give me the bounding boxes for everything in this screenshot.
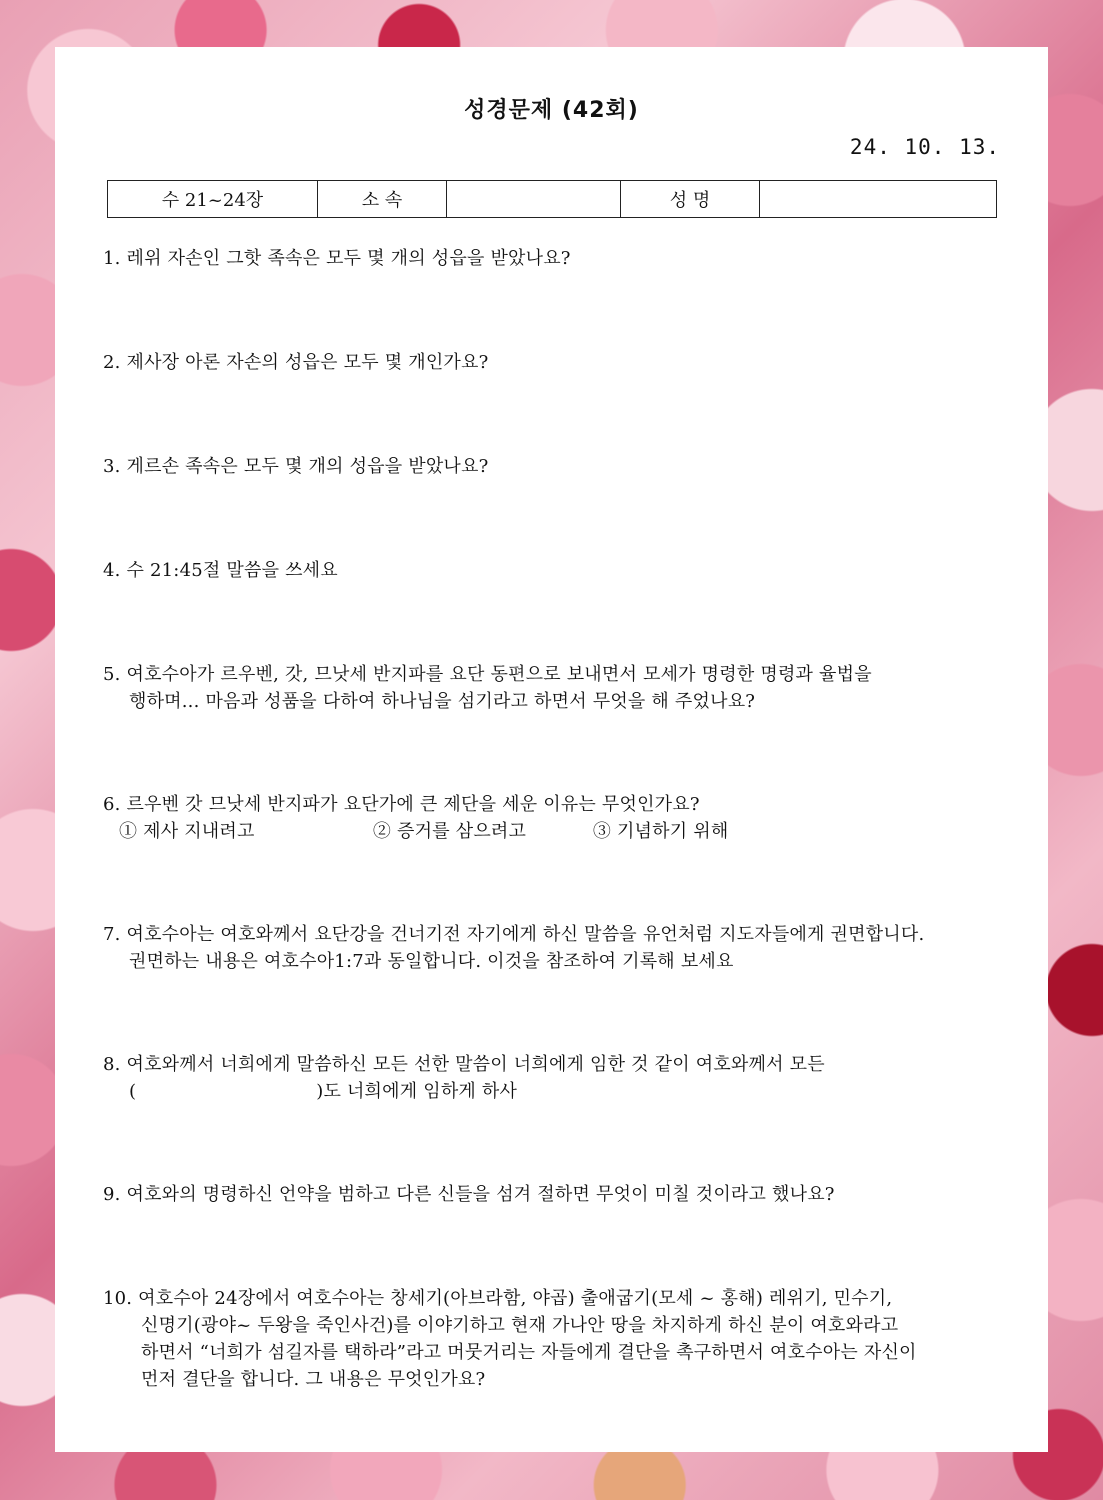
option-list xyxy=(103,818,1003,845)
question-text: 7. 여호수아는 여호와께서 요단강을 건너기전 자기에게 하신 말씀을 유언처럼 지도자들에게 권면합니다. xyxy=(103,924,925,945)
affiliation-field[interactable] xyxy=(447,181,621,218)
question-text-cont: 권면하는 내용은 여호수아1:7과 동일합니다. 이것을 참조하여 기록해 보세요 xyxy=(129,951,734,972)
question-8 xyxy=(103,1051,1003,1105)
affiliation-label: 소 속 xyxy=(318,181,447,218)
question-text: 2. 제사장 아론 자손의 성읍은 모두 몇 개인가요? xyxy=(103,352,489,373)
question-text-cont: 신명기(광야~ 두왕을 죽인사건)를 이야기하고 현재 가나안 땅을 차지하게 하신 분이 여호와라고 xyxy=(141,1315,899,1336)
question-5 xyxy=(103,661,1003,715)
question-text: 5. 여호수아가 르우벤, 갓, 므낫세 반지파를 요단 동편으로 보내면서 모세가 명령한 명령과 율법을 xyxy=(103,664,872,685)
question-3 xyxy=(103,453,1003,480)
worksheet-paper xyxy=(55,47,1048,1452)
option-2[interactable]: ② 증거를 삼으려고 xyxy=(372,821,527,842)
question-text: 3. 게르손 족속은 모두 몇 개의 성읍을 받았나요? xyxy=(103,456,489,477)
question-text-cont: 먼저 결단을 합니다. 그 내용은 무엇인가요? xyxy=(141,1369,486,1390)
info-row xyxy=(108,181,997,218)
option-1[interactable]: ① 제사 지내려고 xyxy=(119,821,255,842)
question-text: 4. 수 21:45절 말씀을 쓰세요 xyxy=(103,560,338,581)
question-1 xyxy=(103,245,1003,272)
blank-close-text: )도 너희에게 임하게 하사 xyxy=(316,1081,518,1102)
question-text-cont: 행하며... 마음과 성품을 다하여 하나님을 섬기라고 하면서 무엇을 해 주었나요? xyxy=(129,691,756,712)
date-label: 24. 10. 13. xyxy=(849,135,1000,159)
question-text: 6. 르우벤 갓 므낫세 반지파가 요단가에 큰 제단을 세운 이유는 무엇인가요? xyxy=(103,794,700,815)
question-text: 1. 레위 자손인 그핫 족속은 모두 몇 개의 성읍을 받았나요? xyxy=(103,248,571,269)
question-7 xyxy=(103,921,1003,975)
question-text-cont xyxy=(103,1078,1003,1105)
question-2 xyxy=(103,349,1003,376)
name-label: 성 명 xyxy=(621,181,760,218)
question-text-cont: 하면서 “너희가 섬길자를 택하라”라고 머뭇거리는 자들에게 결단을 촉구하면서 여호수아는 자신이 xyxy=(141,1342,917,1363)
question-6 xyxy=(103,791,1003,845)
question-text: 9. 여호와의 명령하신 언약을 범하고 다른 신들을 섬겨 절하면 무엇이 미칠 것이라고 했나요? xyxy=(103,1184,835,1205)
question-4 xyxy=(103,557,1003,584)
question-text: 10. 여호수아 24장에서 여호수아는 창세기(아브라함, 야곱) 출애굽기(모세 ~ 홍해) 레위기, 민수기, xyxy=(103,1288,893,1309)
question-text: 8. 여호와께서 너희에게 말씀하신 모든 선한 말씀이 너희에게 임한 것 같이 여호와께서 모든 xyxy=(103,1054,825,1075)
page-title: 성경문제 (42회) xyxy=(464,98,639,123)
question-10 xyxy=(103,1285,1003,1393)
info-table xyxy=(107,180,997,218)
blank-open-paren: ( xyxy=(129,1081,137,1102)
name-field[interactable] xyxy=(760,181,997,218)
option-3[interactable]: ③ 기념하기 위해 xyxy=(592,821,729,842)
range-cell: 수 21~24장 xyxy=(108,181,318,218)
question-9 xyxy=(103,1181,1003,1208)
